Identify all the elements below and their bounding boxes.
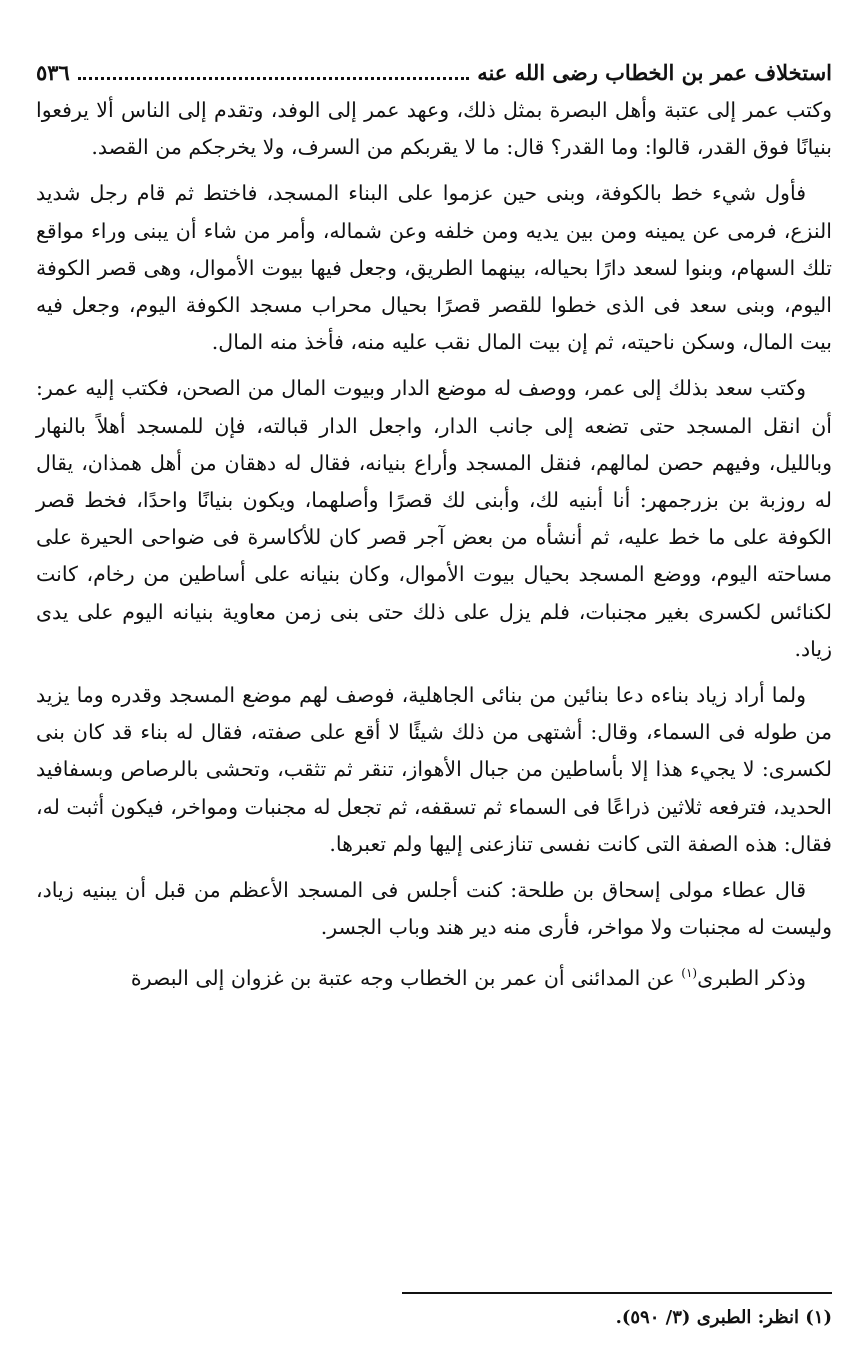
footnote-reference[interactable]: (١) bbox=[681, 966, 698, 981]
paragraph-6 bbox=[36, 955, 832, 997]
main-text bbox=[36, 92, 832, 1007]
footnote: (١) انظر: الطبرى (٣/ ٥٩٠). bbox=[615, 1307, 832, 1328]
paragraph-6-rest: عن المدائنى أن عمر بن الخطاب وجه عتبة بن غزوان إلى البصرة bbox=[130, 966, 682, 991]
paragraph-2: فأول شيء خط بالكوفة، وبنى حين عزموا على البناء المسجد، فاختط ثم قام رجل شديد النزع، فرمى عن يمينه ومن بين يديه ومن خلفه وعن شماله، وأمر من شاء أن يبنى وراء مواقع تلك السهام، وبنوا لسعد دارًا بحياله، بينهما الطريق، وجعل فيها بيوت الأموال، وهى قصر الكوفة اليوم، وبنى سعد فى الذى خطوا للقصر قصرًا بحيال محراب مسجد الكوفة اليوم، وجعل فيه بيت المال، وسكن ناحيته، ثم إن بيت المال نقب عليه منه، فأخذ منه المال. bbox=[36, 181, 832, 355]
header-dot-leader bbox=[78, 77, 469, 80]
paragraph-6-start: وذكر الطبرى bbox=[697, 966, 806, 991]
paragraph-1: وكتب عمر إلى عتبة وأهل البصرة بمثل ذلك، وعهد عمر إلى الوفد، وتقدم إلى الناس ألا يرفعوا بنيانًا فوق القدر، قالوا: وما القدر؟ قال: ما لا يقربكم من السرف، ولا يخرجكم من القصد. bbox=[36, 98, 832, 160]
paragraph-4: ولما أراد زياد بناءه دعا بنائين من بنائى الجاهلية، فوصف لهم موضع المسجد وقدره وما يزيد من طوله فى السماء، وقال: أشتهى من ذلك شيئًا لا أقع على صفته، فقال له بناء قد كان بنى لكسرى: لا يجيء هذا إلا بأساطين من جبال الأهواز، تنقر ثم تثقب، وتحشى بالرصاص وبسفافيد الحديد، فترفعه ثلاثين ذراعًا فى السماء ثم تسقفه، ثم تجعل له مجنبات ومواخر، فيكون أثبت له، فقال: هذه الصفة التى كانت نفسى تنازعنى إليها ولم تعبرها. bbox=[36, 683, 832, 856]
footnote-separator bbox=[402, 1292, 832, 1294]
page-number: ٥٣٦ bbox=[36, 59, 70, 85]
page-header bbox=[36, 52, 832, 92]
running-title: استخلاف عمر بن الخطاب رضى الله عنه bbox=[477, 59, 832, 85]
paragraph-3: وكتب سعد بذلك إلى عمر، ووصف له موضع الدار وبيوت المال من الصحن، فكتب إليه عمر: أن انقل المسجد حتى تضعه إلى جانب الدار، واجعل الدار قبالته، فإن للمسجد أهلاً بالنهار وبالليل، وفيهم حصن لمالهم، فنقل المسجد وأراع بنيانه، فقال له دهقان من أهل همذان، يقال له روزبة بن بزرجمهر: أنا أبنيه لك، وأبنى لك قصرًا وأصلهما، ويكون بنيانًا واحدًا، فخط قصر الكوفة على ما خط عليه، ثم أنشأه من بعض آجر قصر كان للأكاسرة فى ضواحى الحيرة على مساحته اليوم، ووضع المسجد بحيال بيوت الأموال، وكان بنيانه على أساطين من رخام، كانت لكنائس لكسرى بغير مجنبات، فلم يزل على ذلك حتى بنى زمن معاوية بنيانه اليوم على يدى زياد. bbox=[36, 376, 832, 661]
paragraph-5: قال عطاء مولى إسحاق بن طلحة: كنت أجلس فى المسجد الأعظم من قبل أن يبنيه زياد، وليست له مجنبات ولا مواخر، فأرى منه دير هند وباب الجسر. bbox=[36, 878, 832, 940]
